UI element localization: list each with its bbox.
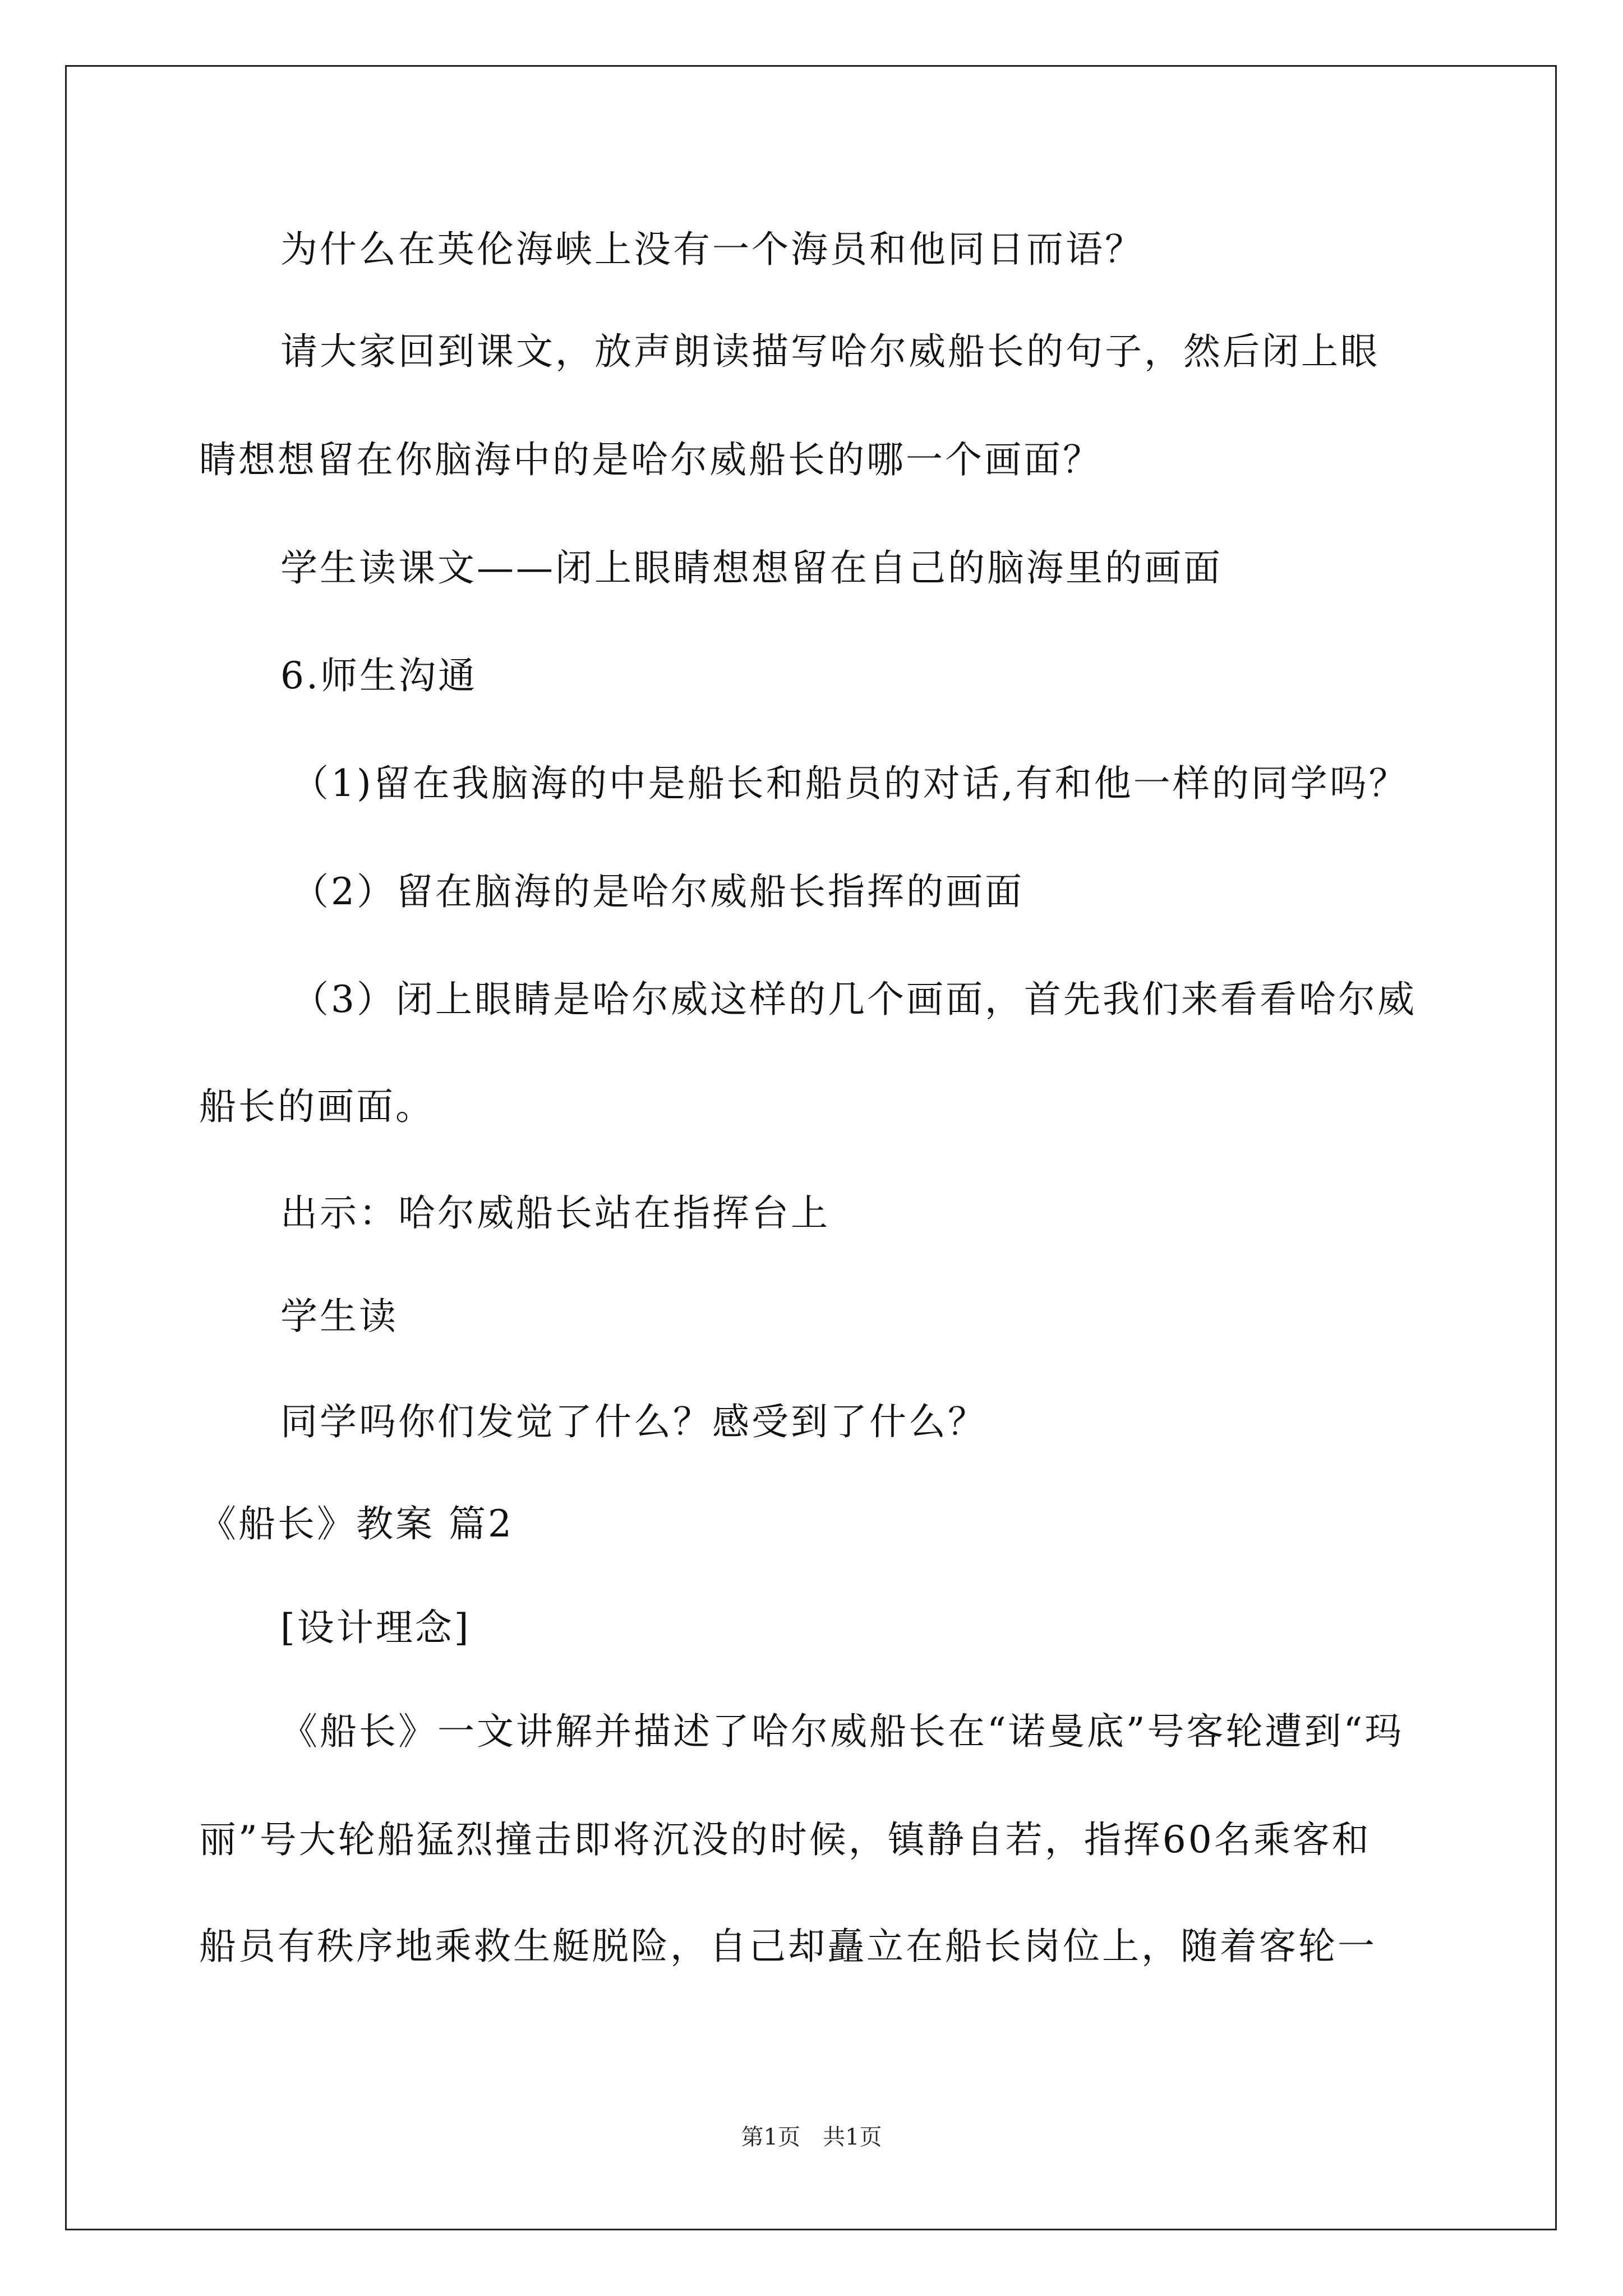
section-heading: 《船长》教案 篇2: [199, 1502, 514, 1545]
text-line: （1)留在我脑海的中是船长和船员的对话,有和他一样的同学吗？: [292, 762, 1408, 805]
page-border: [65, 65, 1557, 2230]
page-footer: 第1页 共1页: [741, 2124, 882, 2150]
text-line: 船长的画面。: [199, 1085, 435, 1128]
text-line: （2）留在脑海的是哈尔威船长指挥的画面: [292, 870, 1024, 913]
text-line: 学生读: [280, 1295, 398, 1338]
text-line: [设计理念]: [280, 1606, 471, 1649]
text-line: 为什么在英伦海峡上没有一个海员和他同日而语？: [280, 228, 1144, 271]
text-line: 睛想想留在你脑海中的是哈尔威船长的哪一个画面？: [199, 438, 1102, 481]
text-line: 丽”号大轮船猛烈撞击即将沉没的时候，镇静自若，指挥60名乘客和: [199, 1818, 1371, 1861]
text-line: 6.师生沟通: [280, 654, 477, 697]
text-line: 船员有秩序地乘救生艇脱险，自己却矗立在船长岗位上，随着客轮一: [199, 1925, 1377, 1968]
text-line: 出示：哈尔威船长站在指挥台上: [280, 1191, 830, 1235]
text-line: 《船长》一文讲解并描述了哈尔威船长在“诺曼底”号客轮遭到“玛: [280, 1710, 1404, 1753]
text-line: 请大家回到课文，放声朗读描写哈尔威船长的句子，然后闭上眼: [280, 330, 1380, 373]
text-line: 学生读课文——闭上眼睛想想留在自己的脑海里的画面: [280, 546, 1223, 590]
text-line: （3）闭上眼睛是哈尔威这样的几个画面，首先我们来看看哈尔威: [292, 978, 1417, 1021]
text-line: 同学吗你们发觉了什么？感受到了什么？: [280, 1400, 987, 1443]
